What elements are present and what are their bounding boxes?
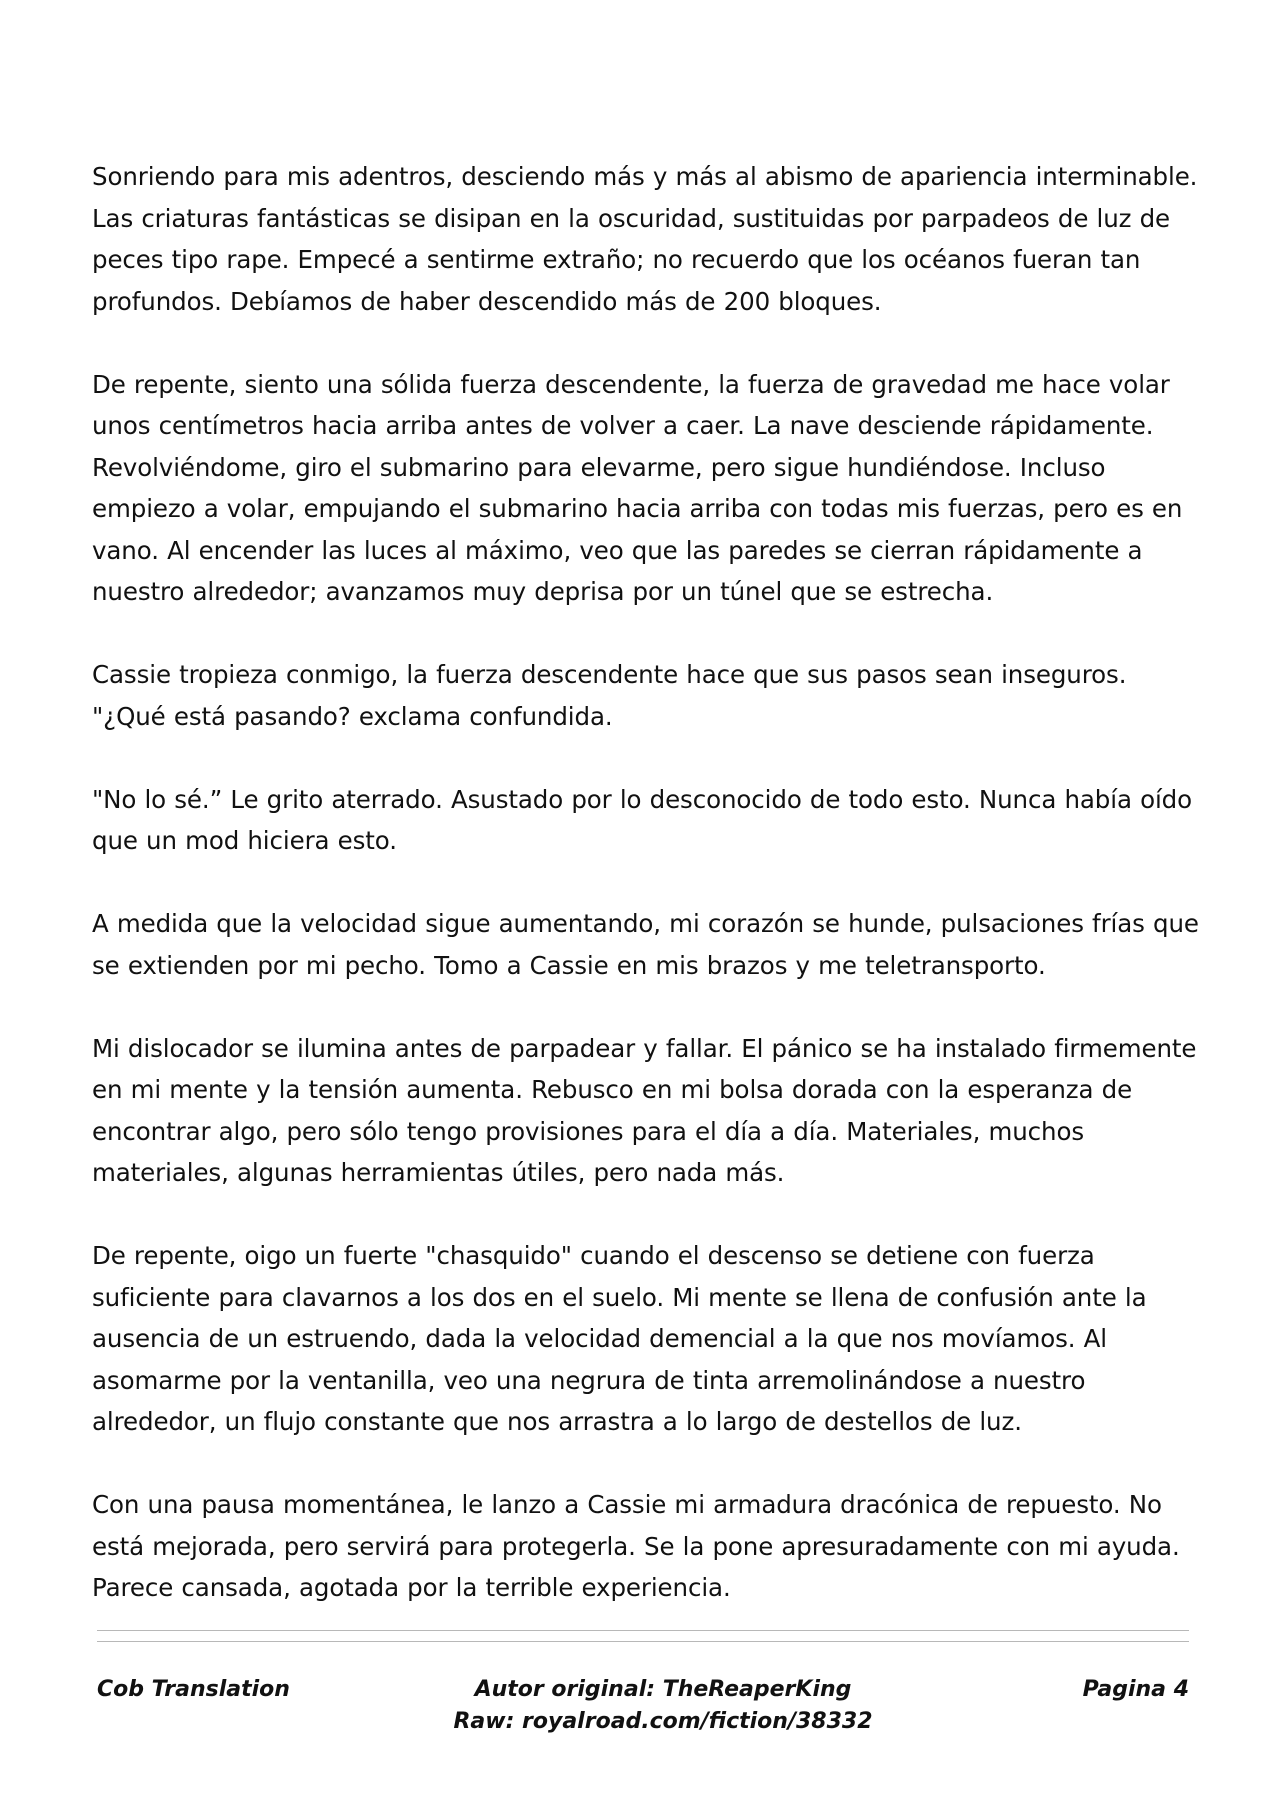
paragraph: Sonriendo para mis adentros, desciendo más y más al abismo de apariencia interminable. Las criaturas fantásticas se disipan en la oscuridad, sustituidas por parpadeos de luz de peces tipo rape. Empecé a sentirme extraño; no recuerdo que los océanos fueran tan profundos. Debíamos de haber descendido más de 200 bloques. xyxy=(92,162,1198,316)
footer-divider xyxy=(97,1641,1189,1642)
paragraph: "No lo sé.” Le grito aterrado. Asustado por lo desconocido de todo esto. Nunca había oído que un mod hiciera esto. xyxy=(92,784,1193,855)
paragraph: De repente, siento una sólida fuerza descendente, la fuerza de gravedad me hace volar unos centímetros hacia arriba antes de volver a caer. La nave desciende rápidamente. Revolviéndome, giro el submarino para elevarme, pero sigue hundiéndose. Incluso empiezo a volar, empujando el submarino hacia arriba con todas mis fuerzas, pero es en vano. Al encender las luces al máximo, veo que las paredes se cierran rápidamente a nuestro alrededor; avanzamos muy deprisa por un túnel que se estrecha. xyxy=(92,369,1183,606)
footer-credits xyxy=(97,1674,1189,1738)
paragraph: De repente, oigo un fuerte "chasquido" cuando el descenso se detiene con fuerza suficiente para clavarnos a los dos en el suelo. Mi mente se llena de confusión ante la ausencia de un estruendo, dada la velocidad demencial a la que nos movíamos. Al asomarme por la ventanilla, veo una negrura de tinta arremolinándose a nuestro alrededor, un flujo constante que nos arrastra a lo largo de destellos de luz. xyxy=(92,1241,1147,1436)
footer-page-number: Pagina 4 xyxy=(1082,1677,1189,1702)
paragraph: A medida que la velocidad sigue aumentando, mi corazón se hunde, pulsaciones frías que se extienden por mi pecho. Tomo a Cassie en mis brazos y me teletransporto. xyxy=(92,909,1199,980)
paragraph: Con una pausa momentánea, le lanzo a Cassie mi armadura dracónica de repuesto. No está mejorada, pero servirá para protegerla. Se la pone apresuradamente con mi ayuda. Parece cansada, agotada por la terrible experiencia. xyxy=(92,1490,1180,1602)
paragraph: Mi dislocador se ilumina antes de parpadear y fallar. El pánico se ha instalado firmemente en mi mente y la tensión aumenta. Rebusco en mi bolsa dorada con la esperanza de encontrar algo, pero sólo tengo provisiones para el día a día. Materiales, muchos materiales, algunas herramientas útiles, pero nada más. xyxy=(92,1033,1197,1187)
paragraph: Cassie tropieza conmigo, la fuerza descendente hace que sus pasos sean inseguros. "¿Qué está pasando? exclama confundida. xyxy=(92,660,1127,731)
footer-divider xyxy=(97,1630,1189,1631)
body-text xyxy=(92,156,1202,1609)
footer-translator: Cob Translation xyxy=(97,1677,290,1702)
footer-original-author: Autor original: TheReaperKing xyxy=(474,1677,852,1702)
footer-raw-source: Raw: royalroad.com/fiction/38332 xyxy=(453,1709,873,1734)
